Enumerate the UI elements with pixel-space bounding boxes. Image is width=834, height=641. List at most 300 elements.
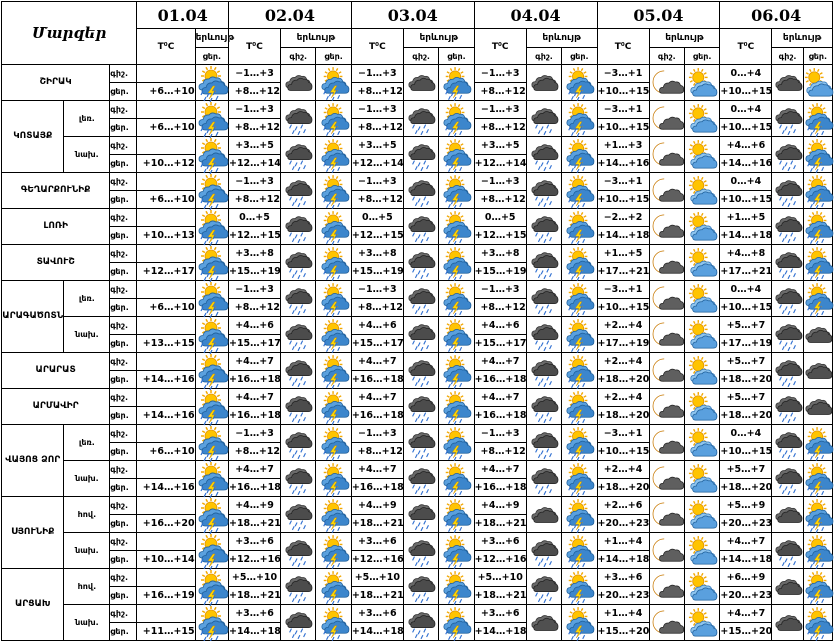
- sun-cloud-icon: [803, 65, 832, 101]
- rain-icon: [281, 533, 316, 569]
- sun-storm-icon: [803, 173, 832, 209]
- day-temp: +17…+21: [597, 263, 649, 281]
- night-label: գիշ.: [110, 245, 137, 263]
- night-temp: +5…+7: [720, 389, 772, 407]
- day-temp: +16…+18: [474, 371, 526, 389]
- region-name: ԳԵՂԱՐՔՈՒՆԻՔ: [2, 173, 110, 209]
- night-label: գիշ.: [110, 605, 137, 623]
- region-name: ԿՈՏԱՅՔ: [2, 101, 64, 173]
- sun-storm-icon: [562, 533, 597, 569]
- night-temp: −1…+3: [474, 281, 526, 299]
- day-label: ցեր.: [110, 551, 137, 569]
- rain-icon: [526, 569, 561, 605]
- night-temp: −3…+1: [597, 101, 649, 119]
- region-row-night: [2, 389, 833, 407]
- day-label: ցեր.: [110, 335, 137, 353]
- subregion-label: նախ.: [64, 605, 110, 641]
- night-temp: +3…+5: [228, 137, 280, 155]
- night-temp-empty: [137, 569, 195, 587]
- night-temp: −2…+2: [597, 209, 649, 227]
- sun-storm-icon: [562, 461, 597, 497]
- region-name: ԼՈՌԻ: [2, 209, 110, 245]
- night-temp: +3…+8: [228, 245, 280, 263]
- sun-storm-icon: [439, 569, 474, 605]
- day-temp: +14…+18: [228, 623, 280, 641]
- rain-icon: [403, 569, 438, 605]
- night-temp: 0…+5: [474, 209, 526, 227]
- day-temp: +17…+19: [597, 335, 649, 353]
- sun-storm-icon: [439, 209, 474, 245]
- night-temp: −1…+3: [351, 101, 403, 119]
- rain-icon: [403, 497, 438, 533]
- moon-cloud-icon: [649, 281, 684, 317]
- day-temp: +10…+15: [597, 299, 649, 317]
- rain-icon: [281, 389, 316, 425]
- temp-header: T⁰C: [137, 29, 195, 65]
- day-temp: +8…+12: [474, 119, 526, 137]
- region-name: ՇԻՐԱԿ: [2, 65, 110, 101]
- night-temp: +1…+5: [597, 245, 649, 263]
- night-temp-empty: [137, 65, 195, 83]
- sun-cloud-icon: [684, 569, 719, 605]
- sun-storm-icon: [195, 569, 228, 605]
- night-temp: +2…+4: [597, 389, 649, 407]
- sun-storm-icon: [195, 137, 228, 173]
- day-temp: +20…+23: [597, 515, 649, 533]
- night-label: գիշ.: [110, 209, 137, 227]
- day-temp: +8…+12: [474, 299, 526, 317]
- sun-storm-icon: [562, 497, 597, 533]
- night-temp: +5…+10: [228, 569, 280, 587]
- rain-icon: [403, 353, 438, 389]
- rain-icon: [403, 209, 438, 245]
- sun-storm-icon: [803, 461, 832, 497]
- region-row-night: [2, 317, 833, 335]
- day-temp: +15…+20: [597, 623, 649, 641]
- day-temp: +12…+14: [228, 155, 280, 173]
- temp-header: T⁰C: [720, 29, 772, 65]
- rain-icon: [281, 173, 316, 209]
- sun-storm-icon: [439, 317, 474, 353]
- rain-icon: [526, 461, 561, 497]
- sun-cloud-icon: [684, 65, 719, 101]
- night-temp: +2…+4: [597, 353, 649, 371]
- night-header: գիշ.: [281, 48, 316, 65]
- subregion-label: նախ.: [64, 461, 110, 497]
- region-row-night: [2, 425, 833, 443]
- day-temp: +15…+17: [351, 335, 403, 353]
- day-temp: +18…+21: [228, 515, 280, 533]
- night-temp: −3…+1: [597, 425, 649, 443]
- day-temp: +12…+17: [137, 263, 195, 281]
- cloud-icon: [526, 65, 561, 101]
- day-temp: +16…+19: [137, 587, 195, 605]
- night-temp-empty: [137, 461, 195, 479]
- day-temp: +16…+18: [228, 479, 280, 497]
- night-temp: +4…+6: [474, 317, 526, 335]
- night-temp: −1…+3: [474, 65, 526, 83]
- rain-icon: [403, 425, 438, 461]
- night-temp-empty: [137, 101, 195, 119]
- night-temp: +3…+6: [351, 533, 403, 551]
- rain-icon: [403, 101, 438, 137]
- sun-cloud-icon: [684, 101, 719, 137]
- day-temp: +16…+18: [474, 479, 526, 497]
- sun-storm-icon: [562, 65, 597, 101]
- night-temp: +4…+7: [474, 389, 526, 407]
- day-temp: +10…+12: [137, 155, 195, 173]
- day-temp: +12…+15: [474, 227, 526, 245]
- date-header: 03.04: [351, 2, 474, 29]
- day-temp: +16…+18: [351, 479, 403, 497]
- moon-cloud-icon: [649, 101, 684, 137]
- day-temp: +16…+18: [351, 371, 403, 389]
- day-label: ցեր.: [110, 371, 137, 389]
- night-temp: +4…+7: [351, 461, 403, 479]
- rain-icon: [772, 533, 803, 569]
- night-label: գիշ.: [110, 65, 137, 83]
- day-temp: +12…+14: [474, 155, 526, 173]
- day-temp: +8…+12: [351, 443, 403, 461]
- night-temp: +3…+6: [474, 605, 526, 623]
- cloud-icon: [803, 353, 832, 389]
- day-temp: +16…+20: [137, 515, 195, 533]
- phenomenon-header: երևույթ: [281, 29, 352, 48]
- sun-storm-icon: [562, 173, 597, 209]
- day-temp: +18…+20: [720, 407, 772, 425]
- rain-icon: [281, 497, 316, 533]
- night-temp: −1…+3: [228, 173, 280, 191]
- sun-storm-icon: [316, 245, 351, 281]
- day-label: ցեր.: [110, 227, 137, 245]
- sun-storm-icon: [439, 65, 474, 101]
- rain-icon: [403, 317, 438, 353]
- night-header: գիշ.: [649, 48, 684, 65]
- sun-storm-icon: [803, 425, 832, 461]
- rain-icon: [403, 245, 438, 281]
- rain-icon: [772, 425, 803, 461]
- night-temp: +2…+6: [597, 497, 649, 515]
- cloud-icon: [281, 65, 316, 101]
- sun-storm-icon: [803, 533, 832, 569]
- rain-icon: [526, 533, 561, 569]
- subregion-label: լեռ.: [64, 425, 110, 461]
- sun-storm-icon: [195, 497, 228, 533]
- night-label: գիշ.: [110, 317, 137, 335]
- regions-header: Մարզեր: [2, 2, 137, 65]
- region-row-night: [2, 137, 833, 155]
- sun-storm-icon: [562, 569, 597, 605]
- night-temp: +3…+6: [228, 533, 280, 551]
- day-temp: +10…+14: [137, 551, 195, 569]
- region-name: ՎԱՅՈՑ ՁՈՐ: [2, 425, 64, 497]
- rain-icon: [526, 209, 561, 245]
- day-header: ցեր.: [562, 48, 597, 65]
- region-row-night: [2, 533, 833, 551]
- sun-storm-icon: [439, 353, 474, 389]
- rain-icon: [281, 281, 316, 317]
- sun-storm-icon: [316, 389, 351, 425]
- sun-cloud-icon: [684, 533, 719, 569]
- sun-storm-icon: [562, 317, 597, 353]
- night-temp: +4…+7: [720, 605, 772, 623]
- day-temp: +12…+16: [351, 551, 403, 569]
- rain-icon: [403, 605, 438, 641]
- cloud-icon: [772, 605, 803, 641]
- day-temp: +8…+12: [351, 191, 403, 209]
- moon-cloud-icon: [649, 389, 684, 425]
- night-temp-empty: [137, 281, 195, 299]
- day-temp: +18…+20: [720, 479, 772, 497]
- day-temp: +8…+12: [351, 83, 403, 101]
- day-temp: +12…+16: [474, 551, 526, 569]
- sun-cloud-icon: [684, 389, 719, 425]
- sun-storm-icon: [803, 137, 832, 173]
- subregion-label: հով.: [64, 497, 110, 533]
- sun-storm-icon: [562, 137, 597, 173]
- date-header: 04.04: [474, 2, 597, 29]
- day-temp: +14…+16: [597, 155, 649, 173]
- rain-icon: [281, 245, 316, 281]
- rain-icon: [526, 173, 561, 209]
- cloud-icon: [803, 317, 832, 353]
- day-temp: +8…+12: [228, 299, 280, 317]
- day-label: ցեր.: [110, 407, 137, 425]
- day-temp: +8…+12: [228, 83, 280, 101]
- night-temp: +4…+7: [474, 353, 526, 371]
- sun-storm-icon: [316, 461, 351, 497]
- sun-cloud-icon: [684, 317, 719, 353]
- region-name: ԱՐՄԱՎԻՐ: [2, 389, 110, 425]
- phenomenon-header: երևույթ: [649, 29, 720, 48]
- rain-icon: [403, 389, 438, 425]
- day-temp: +8…+12: [228, 191, 280, 209]
- sun-cloud-icon: [684, 137, 719, 173]
- rain-icon: [403, 173, 438, 209]
- night-temp: +4…+7: [474, 461, 526, 479]
- sun-storm-icon: [562, 605, 597, 641]
- night-temp: −1…+3: [474, 173, 526, 191]
- night-temp: +6…+9: [720, 569, 772, 587]
- rain-icon: [526, 353, 561, 389]
- rain-icon: [772, 137, 803, 173]
- rain-icon: [281, 569, 316, 605]
- night-temp: −1…+3: [474, 425, 526, 443]
- night-temp-empty: [137, 353, 195, 371]
- day-temp: +18…+20: [597, 479, 649, 497]
- subregion-label: լեռ.: [64, 101, 110, 137]
- day-temp: +6…+10: [137, 443, 195, 461]
- cloud-icon: [526, 497, 561, 533]
- sun-cloud-icon: [684, 353, 719, 389]
- day-temp: +8…+12: [474, 83, 526, 101]
- phenomenon-header: երևույթ: [403, 29, 474, 48]
- moon-cloud-icon: [649, 605, 684, 641]
- night-header: գիշ.: [772, 48, 803, 65]
- day-temp: +6…+10: [137, 191, 195, 209]
- rain-icon: [772, 245, 803, 281]
- day-header: ցեր.: [316, 48, 351, 65]
- day-temp: +15…+20: [720, 623, 772, 641]
- night-label: գիշ.: [110, 461, 137, 479]
- day-temp: +20…+23: [720, 515, 772, 533]
- cloud-icon: [772, 65, 803, 101]
- rain-icon: [281, 425, 316, 461]
- day-temp: +10…+15: [597, 443, 649, 461]
- sun-cloud-icon: [684, 425, 719, 461]
- rain-icon: [772, 461, 803, 497]
- day-temp: +18…+21: [474, 587, 526, 605]
- sun-storm-icon: [316, 605, 351, 641]
- sun-storm-icon: [195, 209, 228, 245]
- sun-storm-icon: [316, 137, 351, 173]
- day-temp: +13…+15: [137, 335, 195, 353]
- day-temp: +10…+15: [597, 119, 649, 137]
- day-temp: +10…+15: [720, 299, 772, 317]
- day-label: ցեր.: [110, 443, 137, 461]
- sun-storm-icon: [803, 497, 832, 533]
- night-temp: +1…+3: [597, 137, 649, 155]
- region-row-night: [2, 101, 833, 119]
- moon-cloud-icon: [649, 245, 684, 281]
- day-temp: +14…+18: [720, 227, 772, 245]
- day-label: ցեր.: [110, 623, 137, 641]
- day-label: ցեր.: [110, 191, 137, 209]
- cloud-icon: [803, 389, 832, 425]
- night-temp: +4…+6: [228, 317, 280, 335]
- sun-storm-icon: [316, 425, 351, 461]
- day-temp: +6…+10: [137, 83, 195, 101]
- day-temp: +8…+12: [351, 299, 403, 317]
- sun-storm-icon: [195, 425, 228, 461]
- sun-storm-icon: [195, 65, 228, 101]
- night-label: գիշ.: [110, 425, 137, 443]
- sun-storm-icon: [562, 101, 597, 137]
- day-temp: +11…+15: [137, 623, 195, 641]
- rain-icon: [281, 461, 316, 497]
- region-name: ԱՐԱԳԱԾՈՏՆ: [2, 281, 64, 353]
- day-label: ցեր.: [110, 119, 137, 137]
- day-temp: +17…+21: [720, 263, 772, 281]
- night-temp: +3…+5: [474, 137, 526, 155]
- day-temp: +8…+12: [474, 191, 526, 209]
- night-temp: +4…+9: [474, 497, 526, 515]
- night-header: գիշ.: [526, 48, 561, 65]
- moon-cloud-icon: [649, 137, 684, 173]
- phenomenon-header: երևույթ: [195, 29, 228, 48]
- rain-icon: [772, 209, 803, 245]
- rain-icon: [403, 533, 438, 569]
- night-label: գիշ.: [110, 101, 137, 119]
- day-label: ցեր.: [110, 515, 137, 533]
- night-temp: +4…+8: [720, 245, 772, 263]
- night-temp: +1…+4: [597, 605, 649, 623]
- moon-cloud-icon: [649, 173, 684, 209]
- day-label: ցեր.: [110, 299, 137, 317]
- day-temp: +14…+16: [720, 155, 772, 173]
- rain-icon: [526, 137, 561, 173]
- region-row-night: [2, 497, 833, 515]
- rain-icon: [772, 281, 803, 317]
- sun-cloud-icon: [684, 461, 719, 497]
- day-temp: +14…+16: [137, 479, 195, 497]
- night-temp-empty: [137, 425, 195, 443]
- temp-header: T⁰C: [474, 29, 526, 65]
- day-temp: +8…+12: [228, 443, 280, 461]
- night-temp: +4…+6: [720, 137, 772, 155]
- sun-cloud-icon: [684, 605, 719, 641]
- night-temp: −1…+3: [351, 425, 403, 443]
- night-temp: +4…+6: [351, 317, 403, 335]
- night-temp: +4…+7: [228, 353, 280, 371]
- rain-icon: [281, 317, 316, 353]
- sun-storm-icon: [195, 389, 228, 425]
- night-temp: +4…+7: [228, 389, 280, 407]
- day-temp: +16…+18: [228, 371, 280, 389]
- moon-cloud-icon: [649, 353, 684, 389]
- night-label: գիշ.: [110, 569, 137, 587]
- day-label: ցեր.: [110, 587, 137, 605]
- sun-storm-icon: [439, 461, 474, 497]
- sun-storm-icon: [316, 317, 351, 353]
- night-temp: −1…+3: [228, 65, 280, 83]
- sun-storm-icon: [439, 101, 474, 137]
- sun-storm-icon: [439, 533, 474, 569]
- night-temp: +5…+7: [720, 353, 772, 371]
- sun-storm-icon: [195, 461, 228, 497]
- rain-icon: [281, 101, 316, 137]
- day-temp: +12…+15: [228, 227, 280, 245]
- subregion-label: նախ.: [64, 137, 110, 173]
- night-temp: +4…+7: [228, 461, 280, 479]
- rain-icon: [403, 281, 438, 317]
- night-temp: 0…+4: [720, 425, 772, 443]
- sun-storm-icon: [562, 281, 597, 317]
- cloud-icon: [772, 497, 803, 533]
- day-temp: +14…+18: [720, 551, 772, 569]
- sun-storm-icon: [195, 533, 228, 569]
- sun-cloud-icon: [684, 245, 719, 281]
- date-header: 05.04: [597, 2, 720, 29]
- subregion-label: նախ.: [64, 533, 110, 569]
- night-temp: −3…+1: [597, 173, 649, 191]
- sun-storm-icon: [439, 137, 474, 173]
- night-temp-empty: [137, 137, 195, 155]
- day-header: ցեր.: [803, 48, 832, 65]
- day-temp: +18…+21: [474, 515, 526, 533]
- night-temp: 0…+4: [720, 101, 772, 119]
- region-row-night: [2, 209, 833, 227]
- day-temp: +15…+19: [474, 263, 526, 281]
- night-temp: −1…+3: [351, 65, 403, 83]
- moon-cloud-icon: [649, 317, 684, 353]
- sun-storm-icon: [439, 605, 474, 641]
- night-temp: −1…+3: [474, 101, 526, 119]
- sun-storm-icon: [195, 353, 228, 389]
- night-temp: 0…+4: [720, 281, 772, 299]
- phenomenon-header: երևույթ: [772, 29, 833, 48]
- day-temp: +14…+18: [597, 551, 649, 569]
- cloud-icon: [526, 605, 561, 641]
- day-temp: +18…+21: [228, 587, 280, 605]
- day-temp: +14…+18: [474, 623, 526, 641]
- day-temp: +18…+20: [597, 371, 649, 389]
- sun-storm-icon: [439, 245, 474, 281]
- day-temp: +10…+15: [720, 443, 772, 461]
- night-label: գիշ.: [110, 137, 137, 155]
- day-header: ցեր.: [684, 48, 719, 65]
- day-temp: +14…+18: [351, 623, 403, 641]
